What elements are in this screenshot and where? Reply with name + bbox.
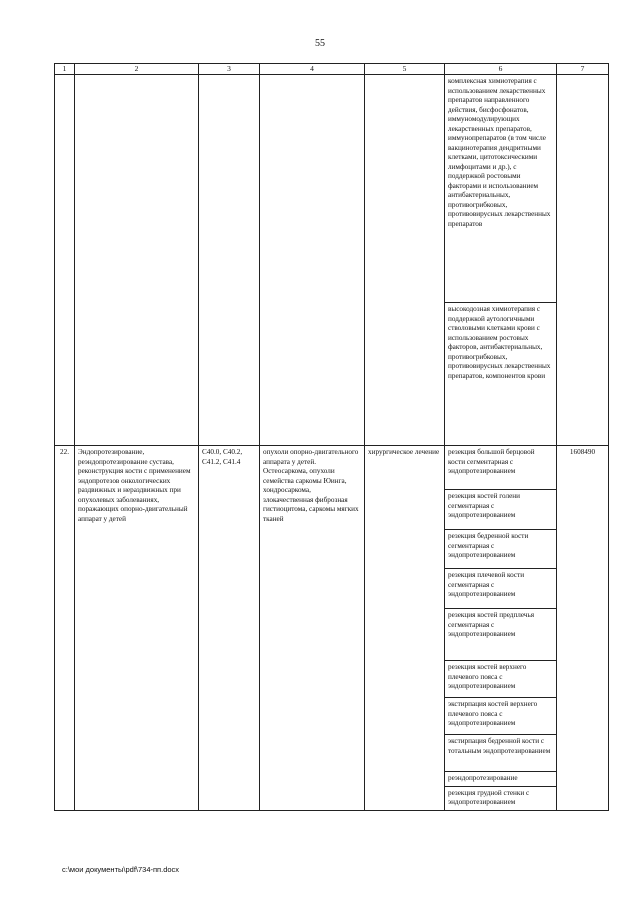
method-cell: резекция плечевой кости сегментарная с эндопротезированием [445, 569, 557, 609]
table-row [55, 75, 609, 303]
empty-cell [260, 75, 365, 446]
column-header: 3 [199, 64, 260, 75]
method-cell: резекция костей голени сегментарная с эндопротезированием [445, 490, 557, 530]
method-cell: резекция костей верхнего плечевого пояса с эндопротезированием [445, 661, 557, 698]
icd-codes: C40.0, C40.2, C41.2, C41.4 [199, 446, 260, 811]
empty-cell [55, 75, 75, 446]
column-header: 2 [75, 64, 199, 75]
method-cell: экстирпация бедренной кости с тотальным эндопротезированием [445, 735, 557, 772]
procedures-table [54, 63, 609, 811]
column-header-row [55, 64, 609, 75]
method-cell: комплексная химиотерапия с использованием лекарственных препаратов направленного действия, бисфосфонатов, иммуномодулирующих лекарственных препаратов, иммунопрепаратов (в том числе вакцинотерапия дендритными клетками, цитотоксическими лимфоцитами и др.), с поддержкой ростовыми факторами и использованием антибактериальных, противогрибковых, противовирусных лекарственных препаратов [445, 75, 557, 303]
treatment-type: хирургическое лечение [365, 446, 445, 811]
patient-model: опухоли опорно-двигательного аппарата у детей. Остеосаркома, опухоли семейства саркомы Юинга, хондросаркома, злокачественная фиброзная гистиоцитома, саркомы мягких тканей [260, 446, 365, 811]
row-number: 22. [55, 446, 75, 811]
column-header: 6 [445, 64, 557, 75]
method-cell: резекция бедренной кости сегментарная с эндопротезированием [445, 530, 557, 569]
column-header: 4 [260, 64, 365, 75]
method-cell: реэндопротезирование [445, 772, 557, 787]
footer-file-path: c:\мои документы\pdf\734-пп.docx [62, 865, 180, 874]
empty-cell [365, 75, 445, 446]
empty-cell [75, 75, 199, 446]
method-cell: резекция большой берцовой кости сегментарная с эндопротезированием [445, 446, 557, 490]
column-header: 1 [55, 64, 75, 75]
method-cell: резекция грудной стенки с эндопротезированием [445, 786, 557, 810]
cost-value: 1608490 [557, 446, 609, 811]
column-header: 7 [557, 64, 609, 75]
method-cell: резекция костей предплечья сегментарная с эндопротезированием [445, 609, 557, 661]
method-cell: экстирпация костей верхнего плечевого пояса с эндопротезированием [445, 698, 557, 735]
method-cell: высокодозная химиотерапия с поддержкой аутологичными стволовыми клетками крови с использованием ростовых факторов, антибактериальных, противогрибковых, противовирусных лекарственных препаратов, компонентов крови [445, 303, 557, 446]
column-header: 5 [365, 64, 445, 75]
table-row [55, 446, 609, 490]
empty-cell [557, 75, 609, 446]
page-number: 55 [315, 38, 325, 49]
empty-cell [199, 75, 260, 446]
intervention-name: Эндопротезирование, реэндопротезирование сустава, реконструкция кости с применением эндопротезов онкологических раздвижных и нераздвижных при опухолевых заболеваниях, поражающих опорно-двигательный аппарат у детей [75, 446, 199, 811]
